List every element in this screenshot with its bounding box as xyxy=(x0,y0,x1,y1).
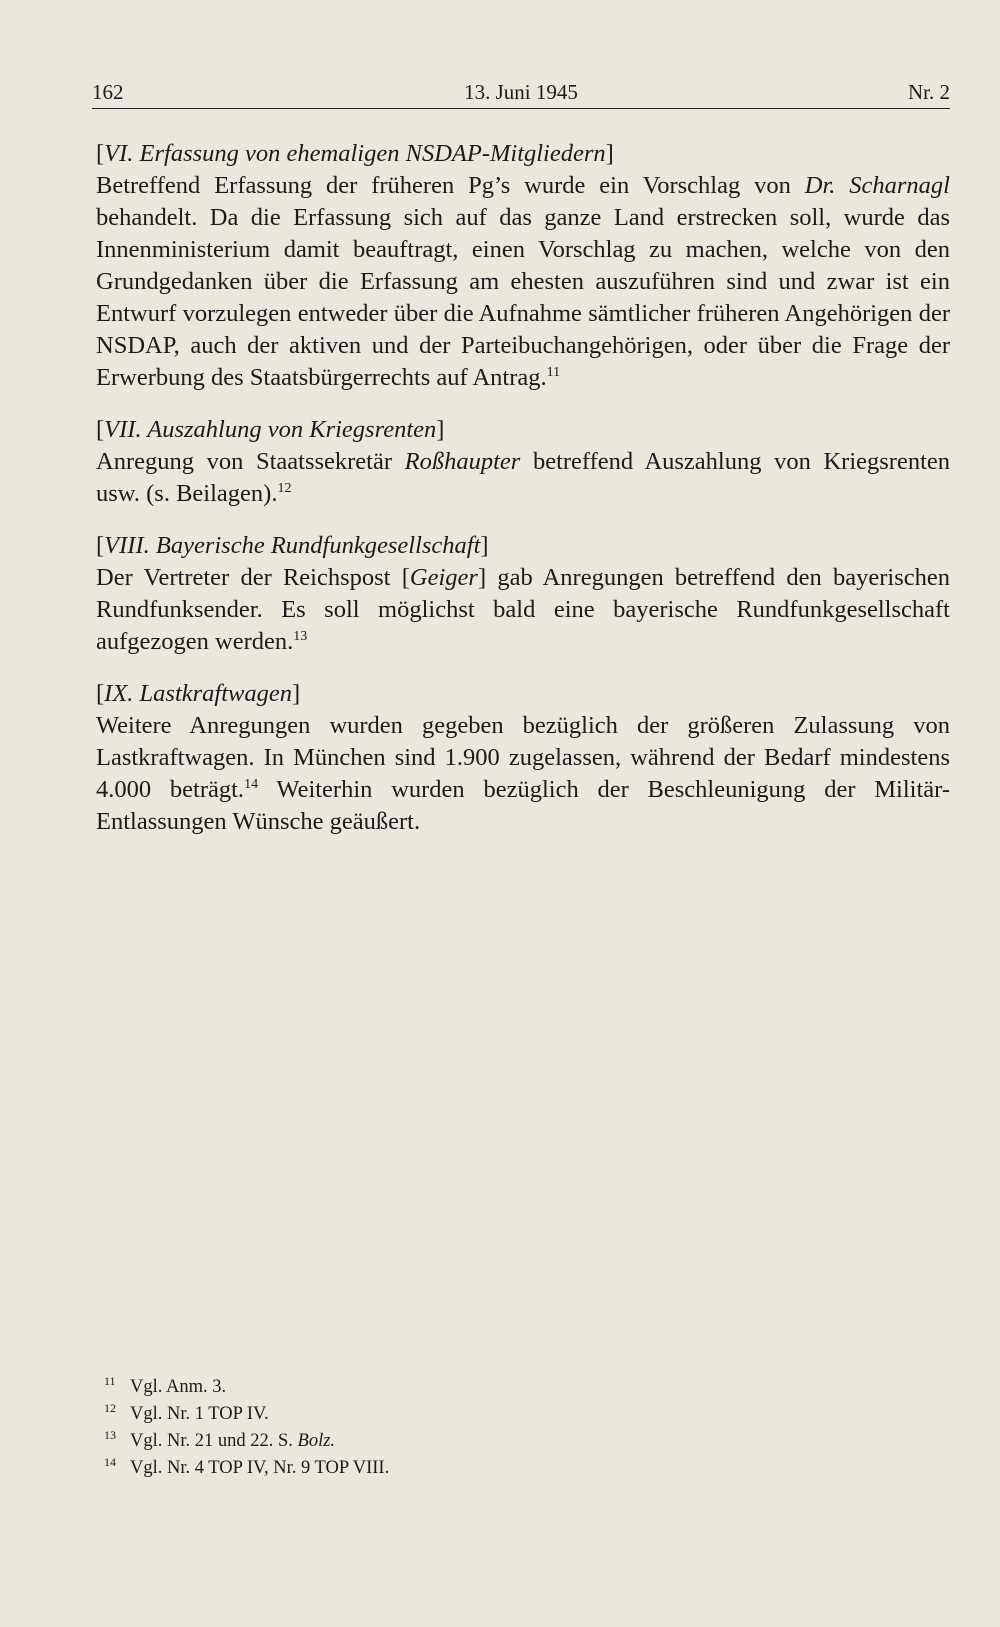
footnote-number: 13 xyxy=(104,1428,116,1442)
document-number: Nr. 2 xyxy=(908,80,950,104)
page-number: 162 xyxy=(92,80,124,104)
header-date: 13. Juni 1945 xyxy=(464,80,578,104)
footnote-number: 11 xyxy=(104,1374,116,1388)
footnotes xyxy=(104,1374,944,1482)
section-heading-title: VIII. Bayerische Rundfunkgesellschaft xyxy=(104,532,481,559)
section-paragraph: Anregung von Staatssekretär Roßhaupter betreffend Auszahlung von Kriegsrenten usw. (s. Beilagen).$^{12}$ xyxy=(96,448,951,507)
footnote-text: Vgl. Nr. 4 TOP IV, Nr. 9 TOP VIII. xyxy=(130,1458,390,1478)
section-vi xyxy=(96,138,950,394)
section-viii xyxy=(96,530,950,658)
section-heading: [VII. Auszahlung von Kriegsrenten] xyxy=(96,416,445,443)
footnote-number: 14 xyxy=(104,1455,116,1469)
section-heading: [VIII. Bayerische Rundfunkgesellschaft] xyxy=(96,532,489,559)
footnote-text: Vgl. Anm. 3. xyxy=(130,1377,227,1397)
footnote-ref: 12 xyxy=(277,480,292,496)
section-vii xyxy=(96,414,950,510)
section-ix xyxy=(96,678,950,838)
footnote-ref: 14 xyxy=(244,776,259,792)
section-heading-title: VII. Auszahlung von Kriegsrenten xyxy=(104,416,437,443)
footnote-item xyxy=(104,1374,944,1401)
person-name: Dr. Scharnagl xyxy=(804,172,950,199)
person-name: Roßhaupter xyxy=(404,448,521,475)
section-paragraph: Der Vertreter der Reichspost [Geiger] gab Anregungen betreffend den bayerischen Rundfunksender. Es soll möglichst bald eine bayerische Rundfunkgesellschaft aufgezogen werden.$^{13}$ xyxy=(96,564,950,655)
person-name: Geiger xyxy=(409,564,478,591)
footnote-item xyxy=(104,1455,944,1482)
footnote-number: 12 xyxy=(104,1401,116,1415)
section-heading-title: IX. Lastkraftwagen xyxy=(104,680,293,707)
section-heading: [IX. Lastkraftwagen] xyxy=(96,680,301,707)
page-header xyxy=(92,78,950,109)
footnote-ref: 13 xyxy=(293,628,308,644)
section-paragraph: Weitere Anregungen wurden gegeben bezüglich der größeren Zulassung von Lastkraftwagen. In München sind 1.900 zugelassen, während der Bedarf mindestens 4.000 beträgt.$^{14}$ Weiterhin wurden bezüglich der Beschleunigung der Militär-Entlassungen Wünsche geäußert. xyxy=(96,712,950,835)
footnote-italic-name: Bolz. xyxy=(297,1431,336,1451)
footnote-item xyxy=(104,1428,944,1455)
footnote-item xyxy=(104,1401,944,1428)
footnote-ref: 11 xyxy=(546,364,561,380)
main-text xyxy=(96,138,950,858)
footnote-text: Vgl. Nr. 21 und 22. S. Bolz. xyxy=(130,1431,336,1451)
section-heading-title: VI. Erfassung von ehemaligen NSDAP-Mitgliedern xyxy=(104,140,606,167)
section-heading: [VI. Erfassung von ehemaligen NSDAP-Mitgliedern] xyxy=(96,140,614,167)
footnote-text: Vgl. Nr. 1 TOP IV. xyxy=(130,1404,269,1424)
section-paragraph: Betreffend Erfassung der früheren Pg’s wurde ein Vorschlag von Dr. Scharnagl behandelt. Da die Erfassung sich auf das ganze Land erstrecken soll, wurde das Innenministerium damit beauftragt, einen Vorschlag zu machen, welche von den Grundgedanken über die Erfassung am ehesten auszuführen sind und zwar ist ein Entwurf vorzulegen entweder über die Aufnahme sämtlicher früheren Angehörigen der NSDAP, auch der aktiven und der Parteibuchangehörigen, oder über die Frage der Erwerbung des Staatsbürgerrechts auf Antrag.$^{11}$ xyxy=(96,172,950,391)
